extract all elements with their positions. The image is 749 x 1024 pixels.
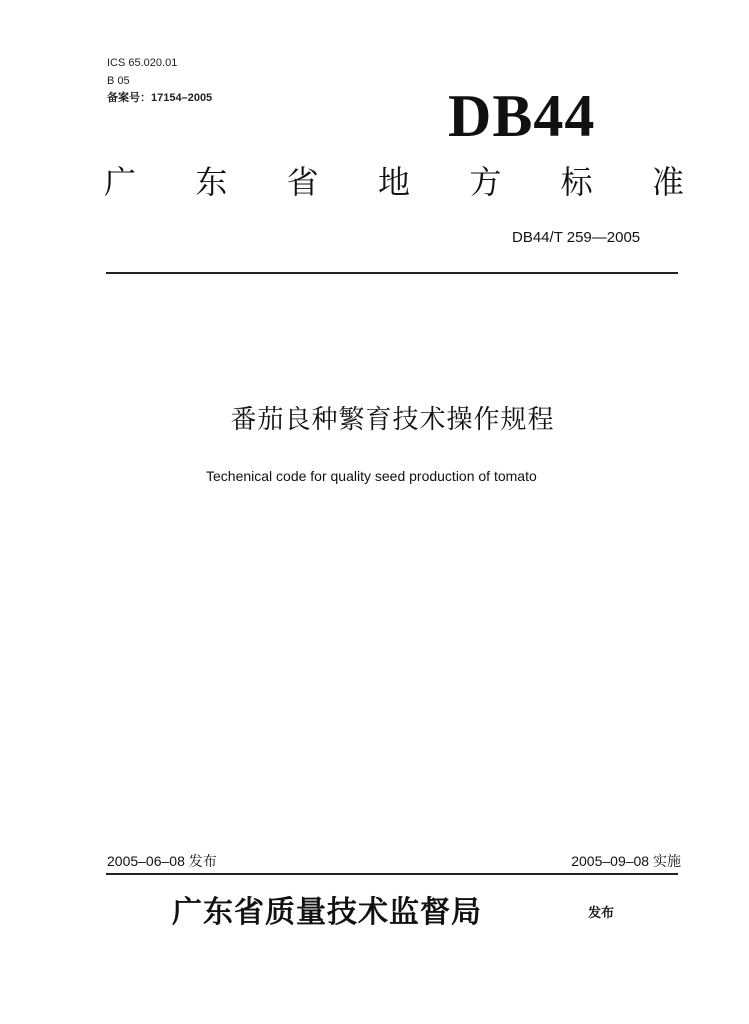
- ccs-code: B 05: [107, 75, 130, 87]
- ics-code: ICS 65.020.01: [107, 57, 178, 69]
- standard-type-char: 准: [651, 163, 684, 201]
- standard-type-char: 广: [104, 163, 137, 201]
- issuing-authority: 广东省质量技术监督局: [172, 895, 482, 930]
- issuing-authority-suffix: 发布: [588, 906, 615, 921]
- standard-number: DB44/T 259—2005: [512, 229, 641, 246]
- footer-divider: [106, 873, 678, 875]
- standard-type-char: 标: [560, 163, 593, 201]
- record-number: 备案号：17154–2005: [107, 92, 213, 104]
- document-title-english: Techenical code for quality seed production of tomato: [206, 468, 537, 484]
- standard-code-logo: DB44: [448, 83, 596, 149]
- standard-type-char: 东: [195, 163, 228, 201]
- standard-type-char: 方: [469, 163, 502, 201]
- standard-type-heading: [104, 162, 684, 202]
- standard-type-char: 地: [377, 163, 410, 201]
- header-divider: [106, 272, 678, 274]
- document-title-chinese: 番茄良种繁育技术操作规程: [230, 405, 555, 435]
- implementation-date: 2005–09–08 实施: [571, 853, 681, 869]
- standard-type-char: 省: [286, 163, 319, 201]
- issue-date: 2005–06–08 发布: [107, 853, 217, 869]
